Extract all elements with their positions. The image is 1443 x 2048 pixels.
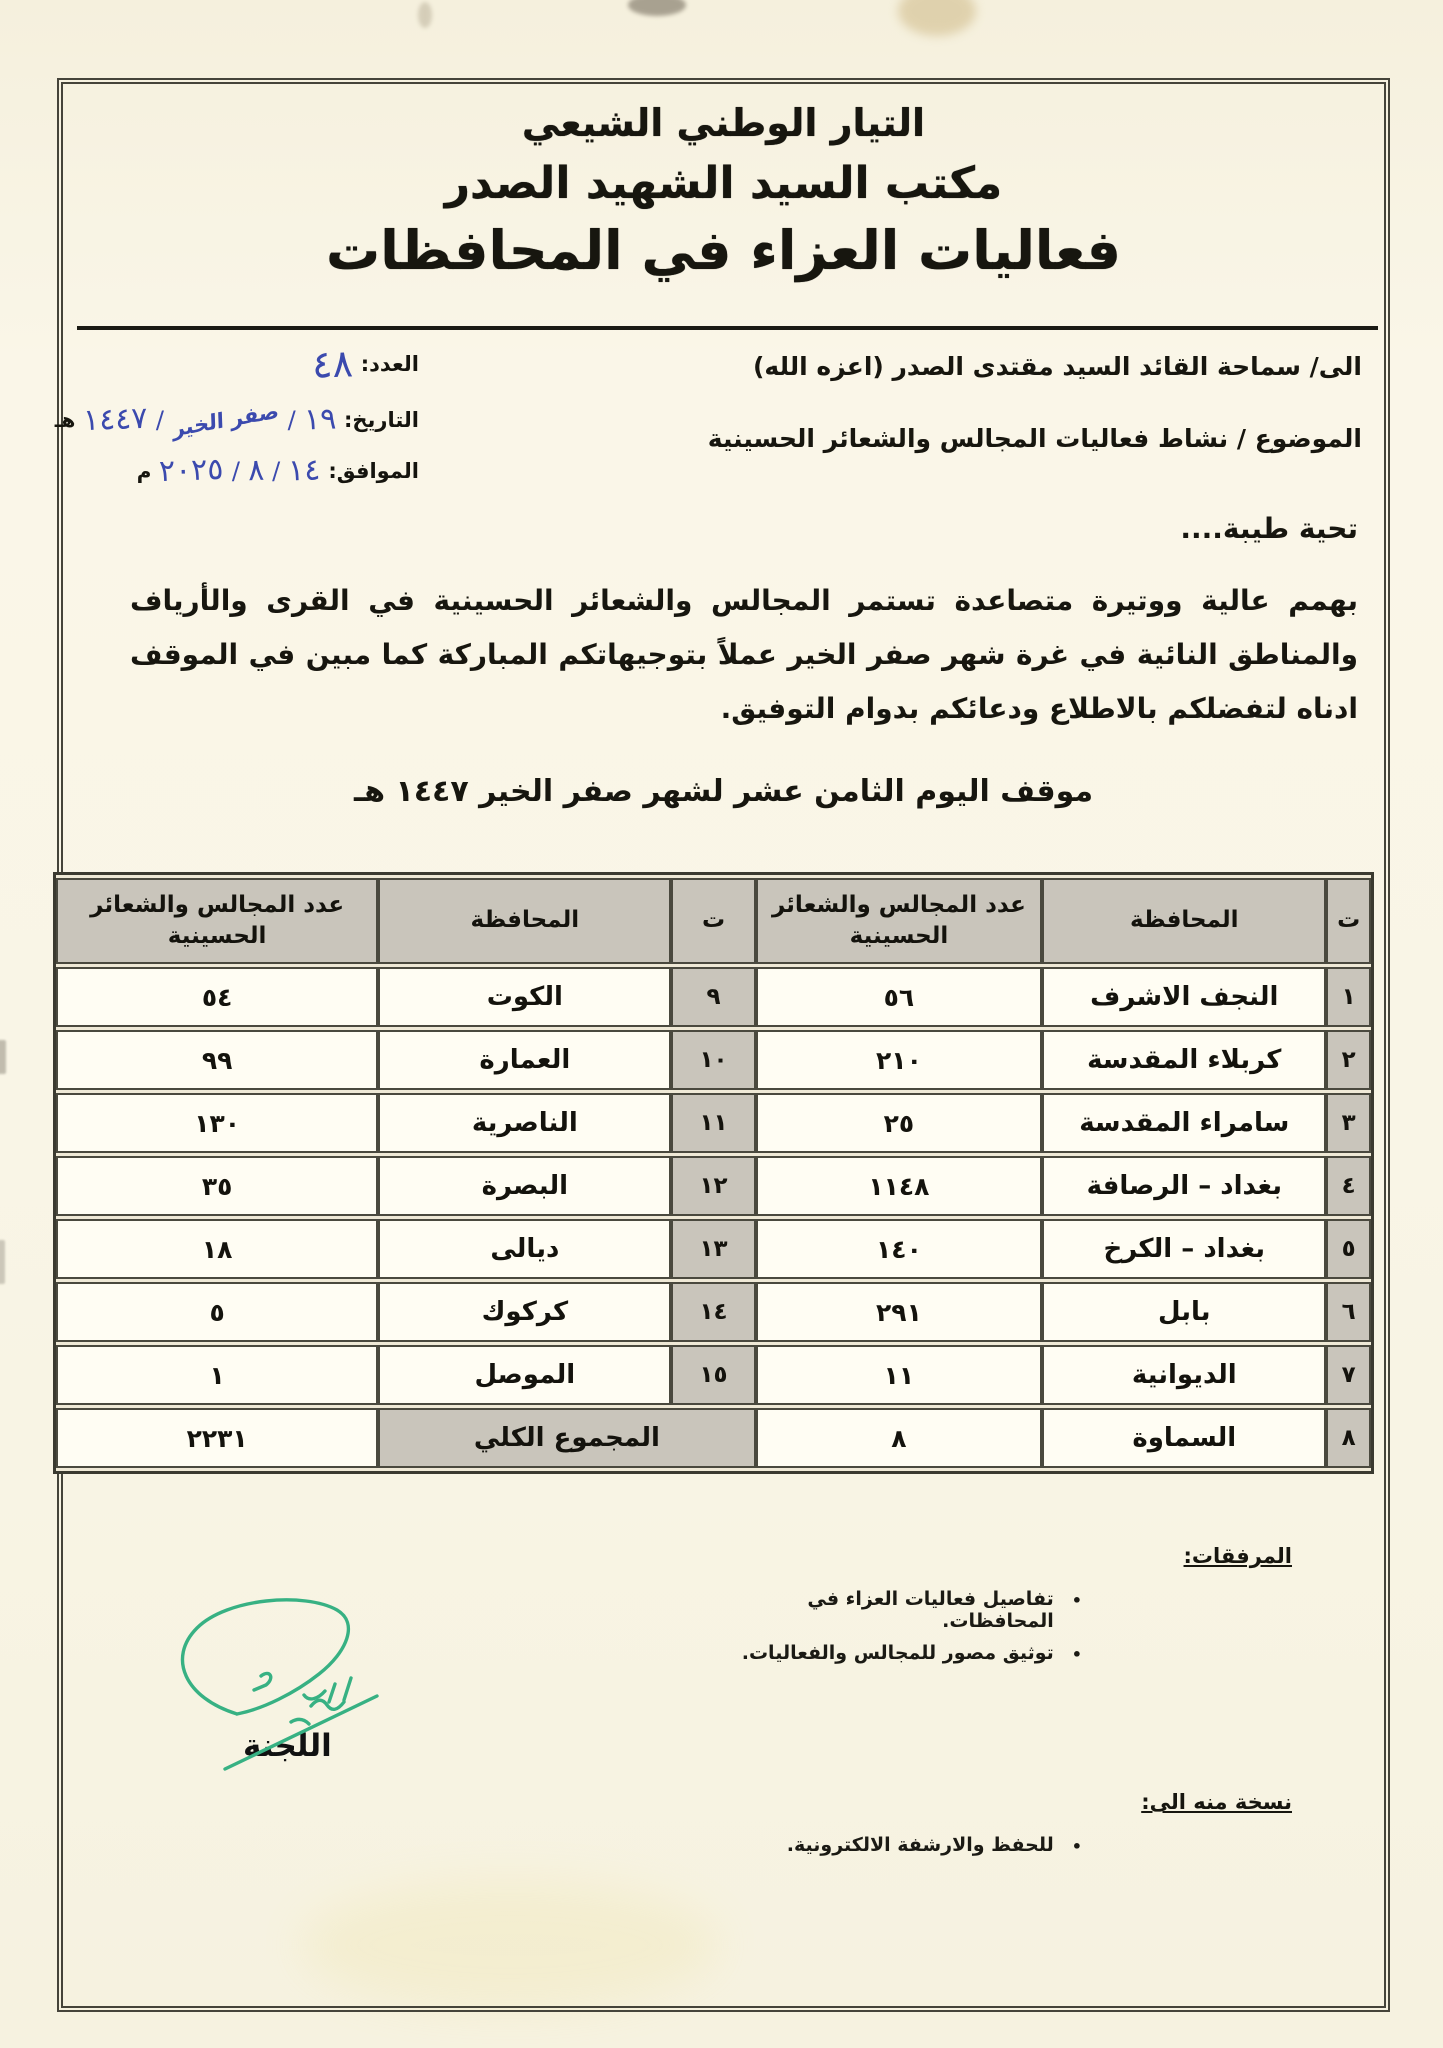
table-header-cell-province: المحافظة [378,878,671,964]
greeting-line: تحية طيبة.... [1180,512,1358,545]
table-row [56,1345,1371,1405]
list-item [712,1834,1082,1860]
cell-row-number: ١٥ [671,1345,755,1405]
cell-majalis-count: ٣٥ [56,1156,378,1216]
cell-majalis-count: ١٣٠ [56,1093,378,1153]
scan-edge-mark [0,1040,6,1074]
gregorian-date-line [79,453,419,488]
cell-row-number: ٩ [671,967,755,1027]
letter-border-frame [54,78,1390,2012]
cell-row-number: ٣ [1326,1093,1371,1153]
cell-row-number: ٧ [1326,1345,1371,1405]
cell-province-name: الكوت [378,967,671,1027]
provinces-status-table [53,872,1374,1474]
cell-province-name: العمارة [378,1030,671,1090]
copy-to-title: نسخة منه الى: [1141,1790,1292,1814]
cell-row-number: ١٣ [671,1219,755,1279]
scan-smudge [628,0,686,16]
cell-province-name: النجف الاشرف [1042,967,1326,1027]
table-row [56,1156,1371,1216]
letterhead-activity-title: فعاليات العزاء في المحافظات [325,218,1122,282]
date-separator: / [287,405,296,434]
cell-majalis-count: ٥٤ [56,967,378,1027]
cell-row-number: ٦ [1326,1282,1371,1342]
table-header-cell-count: عدد المجالس والشعائر الحسينية [56,878,378,964]
table-header-cell-province: المحافظة [1042,878,1326,964]
cell-majalis-count: ١٤٠ [756,1219,1043,1279]
handwritten-signature-icon [115,1586,445,1856]
cell-province-name: الديوانية [1042,1345,1326,1405]
list-item [712,1642,1082,1668]
header-divider-line [77,326,1378,330]
cell-province-name: السماوة [1042,1408,1326,1468]
cell-grand-total-value: ٢٢٣١ [56,1408,378,1468]
bullet-icon: • [1071,1591,1082,1610]
letterhead-org-name: التيار الوطني الشيعي [521,101,926,145]
status-table-title: موقف اليوم الثامن عشر لشهر صفر الخير ١٤٤٧ هـ [353,774,1094,809]
addressee-line: الى/ سماحة القائد السيد مقتدى الصدر (اعزه الله) [752,352,1362,381]
list-item-text: تفاصيل فعاليات العزاء في المحافظات. [807,1588,1054,1632]
date-separator: / [231,456,240,485]
cell-province-name: كركوك [378,1282,671,1342]
cell-grand-total-label: المجموع الكلي [378,1408,755,1468]
cell-row-number: ١٢ [671,1156,755,1216]
cell-majalis-count: ١٨ [56,1219,378,1279]
cell-majalis-count: ٥٦ [756,967,1043,1027]
cell-province-name: بغداد – الرصافة [1042,1156,1326,1216]
gregorian-day-handwritten: ١٤ [287,452,321,489]
attachments-section [712,1544,1292,1668]
cell-majalis-count: ٨ [756,1408,1043,1468]
cell-row-number: ٤ [1326,1156,1371,1216]
table-row [56,1408,1371,1468]
cell-row-number: ١٠ [671,1030,755,1090]
letterhead [63,100,1384,284]
cell-majalis-count: ٢٩١ [756,1282,1043,1342]
date-label: التاريخ: [343,407,419,432]
table-body [56,967,1371,1468]
cell-row-number: ١١ [671,1093,755,1153]
date-separator: / [272,456,281,485]
scan-smudge [418,2,432,28]
cell-majalis-count: ١ [56,1345,378,1405]
list-item [712,1588,1082,1632]
copy-to-list [712,1834,1292,1860]
letter-meta-block [54,341,419,490]
number-value-handwritten: ٤٨ [311,341,354,387]
scan-stain [898,0,976,36]
cell-majalis-count: ٢١٠ [756,1030,1043,1090]
hijri-era-suffix: هـ [54,407,76,432]
cell-row-number: ١ [1326,967,1371,1027]
letterhead-office-name: مكتب السيد الشهيد الصدر [444,157,1003,209]
scan-edge-mark [0,1240,5,1284]
bullet-icon: • [1071,1645,1082,1664]
hijri-day-handwritten: ١٩ [303,401,337,438]
hijri-month-handwritten: صفر الخير [172,398,280,441]
table-header-cell-no: ت [1326,878,1371,964]
cell-majalis-count: ٥ [56,1282,378,1342]
cell-province-name: ديالى [378,1219,671,1279]
hijri-year-handwritten: ١٤٤٧ [82,400,149,439]
attachments-title: المرفقات: [1183,1544,1292,1568]
table-row [56,967,1371,1027]
copy-to-section [712,1790,1292,1860]
cell-province-name: البصرة [378,1156,671,1216]
letter-number-line [79,342,419,386]
hijri-date-line [54,398,419,441]
table-row [56,1030,1371,1090]
cell-row-number: ٢ [1326,1030,1371,1090]
cell-majalis-count: ١١ [756,1345,1043,1405]
table-row [56,1282,1371,1342]
cell-row-number: ١٤ [671,1282,755,1342]
table-header-row [56,878,1371,964]
cell-province-name: بغداد – الكرخ [1042,1219,1326,1279]
table-header-cell-count: عدد المجالس والشعائر الحسينية [756,878,1043,964]
number-label: العدد: [360,352,419,376]
cell-province-name: الموصل [378,1345,671,1405]
list-item-text: توثيق مصور للمجالس والفعاليات. [741,1642,1054,1664]
table-row [56,1219,1371,1279]
list-item-text: للحفظ والارشفة الالكترونية. [786,1834,1054,1856]
cell-majalis-count: ١١٤٨ [756,1156,1043,1216]
cell-province-name: الناصرية [378,1093,671,1153]
committee-signature-label: اللجنة [243,1728,332,1764]
cell-majalis-count: ٢٥ [756,1093,1043,1153]
cell-province-name: بابل [1042,1282,1326,1342]
letter-body-paragraph: بهمم عالية ووتيرة متصاعدة تستمر المجالس والشعائر الحسينية في القرى والأرياف والمناطق النائية في غرة شهر صفر الخير عملاً بتوجيهاتكم المباركة كما مبين في الموقف ادناه لتفضلكم بالاطلاع ودعائكم بدوام التوفيق. [130,584,1358,726]
cell-row-number: ٥ [1326,1219,1371,1279]
cell-majalis-count: ٩٩ [56,1030,378,1090]
gregorian-label: الموافق: [328,458,419,483]
table-row [56,1093,1371,1153]
signature-block [115,1586,445,1856]
bullet-icon: • [1071,1837,1082,1856]
gregorian-era-suffix: م [136,458,152,483]
table-header-row [56,878,1371,964]
gregorian-year-handwritten: ٢٠٢٥ [158,451,225,490]
cell-province-name: سامراء المقدسة [1042,1093,1326,1153]
cell-province-name: كربلاء المقدسة [1042,1030,1326,1090]
gregorian-month-handwritten: ٨ [247,452,265,489]
date-separator: / [155,405,164,434]
table-header-cell-no: ت [671,878,755,964]
subject-line: الموضوع / نشاط فعاليات المجالس والشعائر الحسينية [707,424,1362,453]
cell-row-number: ٨ [1326,1408,1371,1468]
attachments-list [712,1588,1292,1668]
